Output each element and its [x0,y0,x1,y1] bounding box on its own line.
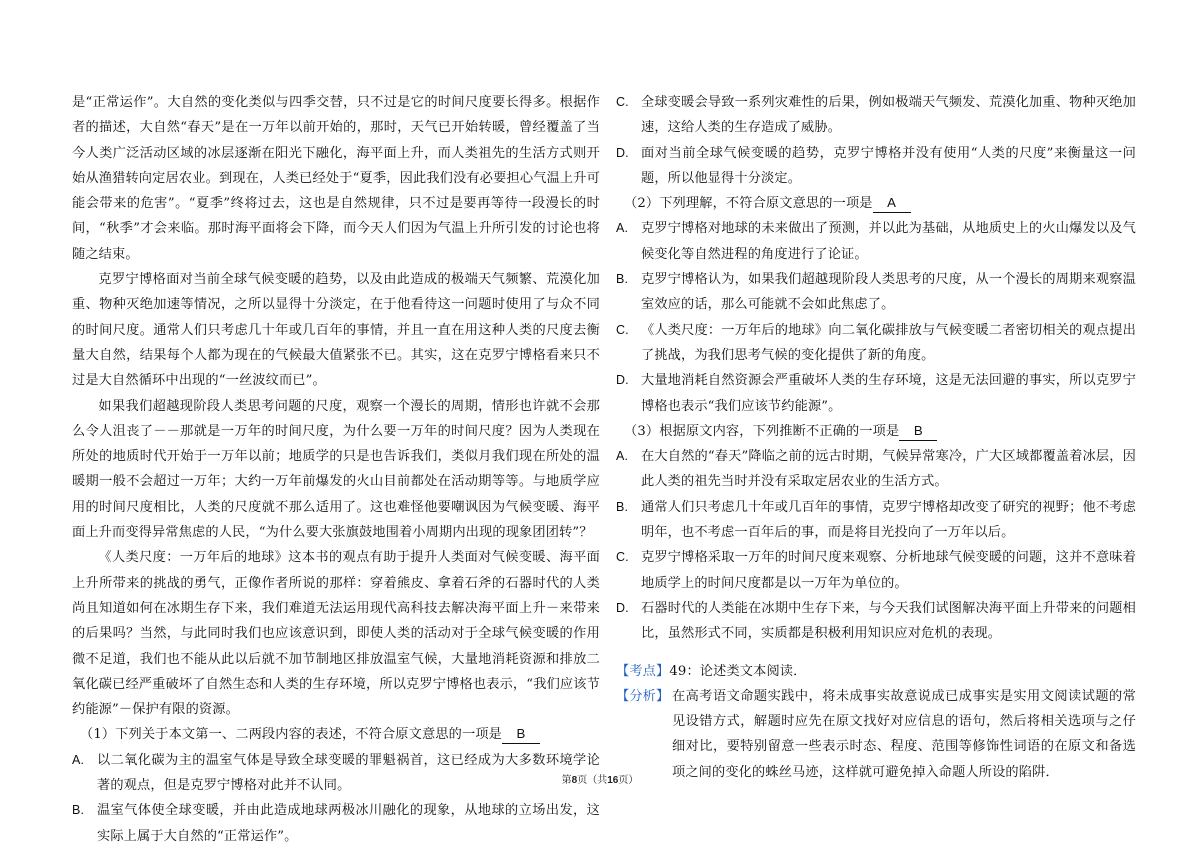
option-text: 面对当前全球气候变暖的趋势，克罗宁博格并没有使用“人类的尺度”来衡量这一问题，所以他显得十分淡定。 [641,145,1136,186]
option-label: A. [72,752,85,767]
kaodian-tag: 【考点】 [616,663,670,679]
option-label: B. [72,803,85,818]
option-label: B. [616,272,629,287]
footer-prefix: 第 [561,775,572,786]
option-text: 全球变暖会导致一系列灾难性的后果，例如极端天气频发、荒漠化加重、物种灭绝加速，这给人类的生存造成了威胁。 [641,95,1136,136]
footer-middle: 页（共 [577,775,608,786]
question-1-option-d [616,141,1136,192]
option-label: C. [616,95,629,109]
kaodian-text: 49：论述类文本阅读． [669,663,807,679]
question-1-stem-text: （1）下列关于本文第一、二两段内容的表述，不符合原文意思的一项是 [80,727,502,743]
question-2-option-d [616,368,1136,419]
option-label: D. [616,600,629,615]
option-label: D. [616,373,629,388]
option-text: 《人类尺度：一万年后的地球》向二氧化碳排放与气候变暖二者密切相关的观点提出了挑战，为我们思考气候的变化提供了新的角度。 [641,322,1136,363]
option-text: 温室气体使全球变暖，并由此造成地球两极冰川融化的现象，从地球的立场出发，这实际上属于大自然的“正常运作”。 [97,803,600,844]
left-column [72,90,600,849]
question-3-option-a [616,444,1136,495]
kaodian-line [616,659,1136,684]
option-text: 在大自然的“春天”降临之前的远古时期，气候异常寒冷，广大区域都覆盖着冰层，因此人类的祖先当时并没有采取定居农业的生活方式。 [641,449,1136,490]
footer-total-pages: 16 [607,775,619,786]
question-3-option-b [616,495,1136,546]
question-3-option-c [616,545,1136,596]
question-3-stem [616,419,1136,444]
question-2-stem-text: （2）下列理解，不符合原文意思的一项是 [624,196,873,212]
question-1-option-c [616,90,1136,141]
fenxi-tag: 【分析】 [616,688,670,704]
question-3-option-d [616,596,1136,647]
page-footer [0,771,1200,786]
spacer [616,647,1136,659]
option-text: 以二氧化碳为主的温室气体是导致全球变暖的罪魁祸首，这已经成为大多数环境学论著的观点，但是克罗宁博格对此并不认同。 [97,752,600,794]
question-1-option-b [72,798,600,849]
fenxi-text: 在高考语文命题实践中，将未成事实故意说成已成事实是实用文阅读试题的常见设错方式，解题时应先在原文找好对应信息的语句，然后将相关选项与之仔细对比，要特别留意一些表示时态、程度、范围等修饰性词语的在原文和备选项之间的变化的蛛丝马迹，这样就可避免掉入命题人所设的陷阱． [672,688,1136,780]
option-label: B. [616,499,629,514]
paragraph-2: 克罗宁博格面对当前全球气候变暖的趋势，以及由此造成的极端天气频繁、荒漠化加重、物种灭绝加速等情况，之所以显得十分淡定，在于他看待这一问题时使用了与众不同的时间尺度。通常人们只考虑几十年或几百年的事情，并且一直在用这种人类的尺度去衡量大自然，结果每个人都为现在的气候最大值紧张不已。其实，这在克罗宁博格看来只不过是大自然循环中出现的“一丝波纹而已”。 [72,272,600,389]
footer-page-number: 8 [571,775,578,786]
question-2-option-a [616,216,1136,267]
question-1-answer: B [502,725,540,744]
right-column [616,90,1136,785]
question-2-option-b [616,267,1136,318]
option-label: C. [616,322,629,337]
paragraph-1: 是“正常运作”。大自然的变化类似与四季交替，只不过是它的时间尺度要长得多。根据作者的描述，大自然“春天”是在一万年以前开始的，那时，天气已开始转暖，曾经覆盖了当今人类广泛活动区域的冰层逐渐在阳光下融化，海平面上升，而人类祖先的生活方式则开始从渔猎转向定居农业。到现在，人类已经处于“夏季，因此我们没有必要担心气温上升可能会带来的危害”。“夏季”终将过去，这也是自然规律，只不过是要再等待一段漫长的时间，“秋季”才会来临。那时海平面将会下降，而今天人们因为气温上升所引发的讨论也将随之结束。 [72,95,600,262]
question-2-answer: A [873,194,911,213]
option-text: 石器时代的人类能在冰期中生存下来，与今天我们试图解决海平面上升带来的问题相比，虽然形式不同，实质都是积极利用知识应对危机的表现。 [641,600,1136,642]
option-text: 克罗宁博格对地球的未来做出了预测，并以此为基础，从地质史上的火山爆发以及气候变化等自然进程的角度进行了论证。 [641,221,1136,262]
option-label: D. [616,145,629,160]
option-label: C. [616,550,629,565]
option-text: 大量地消耗自然资源会严重破坏人类的生存环境，这是无法回避的事实，所以克罗宁博格也表示“我们应该节约能源”。 [641,373,1136,414]
option-text: 通常人们只考虑几十年或几百年的事情，克罗宁博格却改变了研究的视野；他不考虑明年，也不考虑一百年后的事，而是将目光投向了一万年以后。 [641,499,1136,541]
option-label: A. [616,449,629,464]
question-1-stem [72,722,600,747]
option-label: A. [616,221,629,236]
question-2-option-c [616,318,1136,369]
paragraph-3: 如果我们超越现阶段人类思考问题的尺度，观察一个漫长的周期，情形也许就不会那么令人沮丧了－－那就是一万年的时间尺度，为什么要一万年的时间尺度？因为人类现在所处的地质时代开始于一万年以前；地质学的只是也告诉我们，类似月我们现在所处的温暖期一般不会超过一万年；大约一万年前爆发的火山目前都处在活动期等等。与地质学应用的时间尺度相比，人类的尺度就不那么适用了。这也难怪他要嘲讽因为气候变暖、海平面上升而变得异常焦虑的人民，“为什么要大张旗鼓地围着小周期内出现的现象团团转”？ [72,398,600,541]
option-text: 克罗宁博格采取一万年的时间尺度来观察、分析地球气候变暖的问题，这并不意味着地质学上的时间尺度都是以一万年为单位的。 [641,550,1136,591]
question-2-stem [616,191,1136,216]
option-text: 克罗宁博格认为，如果我们超越现阶段人类思考的尺度，从一个漫长的周期来观察温室效应的话，那么可能就不会如此焦虑了。 [641,272,1136,313]
paragraph-4: 《人类尺度：一万年后的地球》这本书的观点有助于提升人类面对气候变暖、海平面上升所带来的挑战的勇气，正像作者所说的那样：穿着熊皮、拿着石斧的石器时代的人类尚且知道如何在冰期生存下来，我们难道无法运用现代高科技去解决海平面上升－来带来的后果吗？当然，与此同时我们也应该意识到，即使人类的活动对于全球气候变暖的作用微不足道，我们也不能从此以后就不加节制地区排放温室气候，大量地消耗资源和排放二氧化碳已经严重破坏了自然生态和人类的生存环境，所以克罗宁博格也表示，“我们应该节约能源”－保护有限的资源。 [72,550,600,718]
fenxi-block [616,684,1136,785]
question-3-answer: B [899,422,937,441]
question-3-stem-text: （3）根据原文内容，下列推断不正确的一项是 [624,423,900,439]
footer-suffix: 页） [618,775,639,786]
